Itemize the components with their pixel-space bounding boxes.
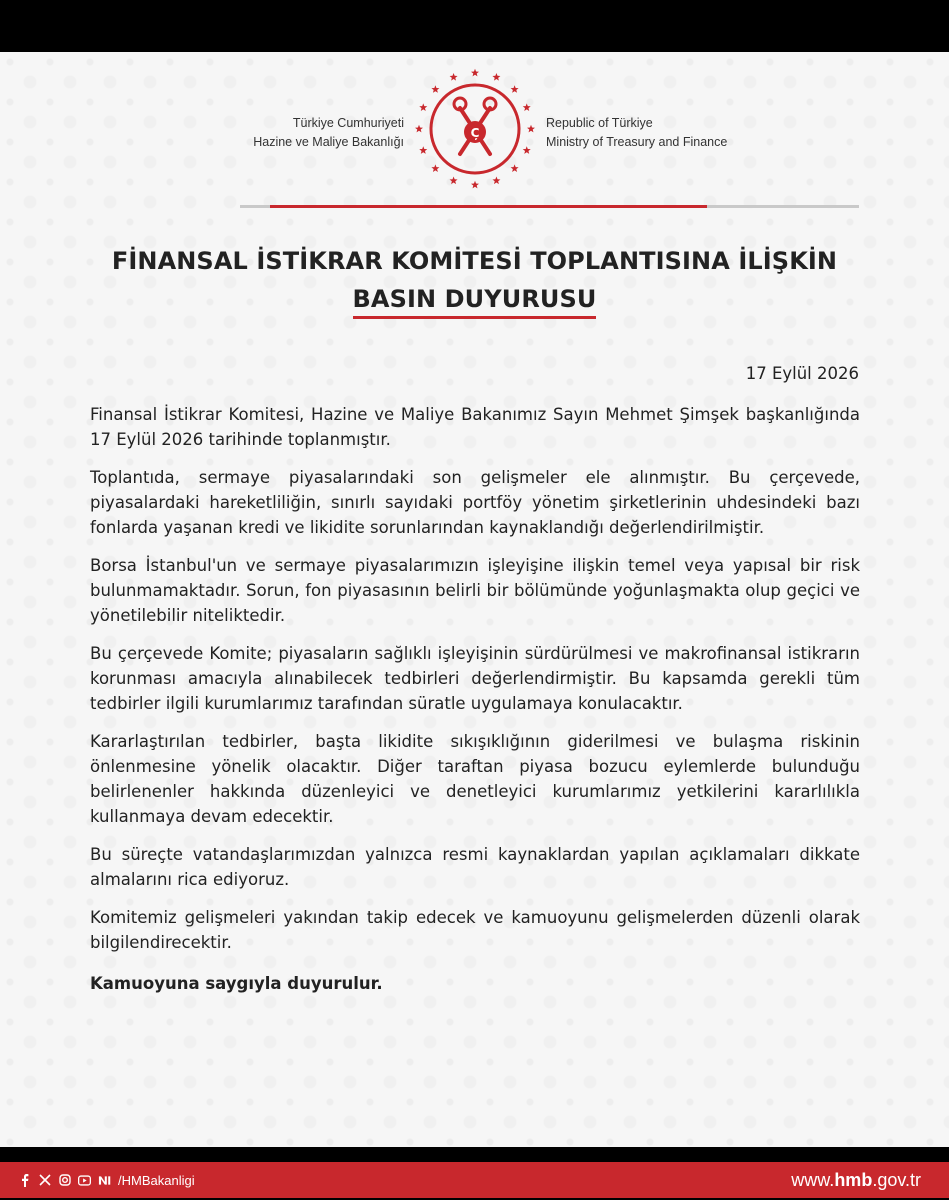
footer-bar (0, 1162, 949, 1198)
facebook-icon[interactable] (18, 1174, 31, 1187)
emblem-star (492, 73, 500, 81)
emblem-star (523, 146, 531, 154)
header-divider-accent (270, 205, 707, 208)
emblem-star (415, 125, 423, 133)
emblem-star (471, 181, 479, 189)
paragraph: Komitemiz gelişmeleri yakından takip edecek ve kamuoyunu gelişmelerden düzenli olarak bilgilendirecektir. (90, 908, 860, 952)
org-name-turkish (253, 114, 404, 152)
emblem-star (527, 125, 535, 133)
release-date: 17 Eylül 2026 (745, 364, 859, 383)
org-en-line2: Ministry of Treasury and Finance (546, 135, 728, 149)
url-suffix: .gov.tr (872, 1170, 921, 1190)
emblem-star (523, 103, 531, 111)
release-body (90, 402, 860, 1009)
social-handle[interactable]: /HMBakanligi (118, 1172, 195, 1188)
emblem-star (492, 177, 500, 185)
emblem-letter: C̦ (470, 126, 480, 140)
emblem-star (450, 73, 458, 81)
emblem-star (450, 177, 458, 185)
url-prefix: www. (791, 1170, 835, 1190)
paragraph: Kararlaştırılan tedbirler, başta likidite sıkışıklığının giderilmesi ve bulaşma riskinin önlenmesine yönelik olacaktır. Diğer taraftan piyasa bozucu eylemlerde bulunduğu belirlenenler hakkında düzenleyici ve denetleyici kurumlarımız yetkilerini kararlılıkla kullanmaya devam edecektir. (90, 732, 860, 826)
emblem-star (511, 164, 519, 172)
emblem-star (471, 69, 479, 77)
nsosyal-icon[interactable] (98, 1174, 111, 1187)
emblem-star (419, 103, 427, 111)
emblem-star (419, 146, 427, 154)
url-domain: hmb (834, 1170, 873, 1190)
closing-statement: Kamuoyuna saygıyla duyurulur. (90, 974, 383, 993)
org-name-english (546, 114, 727, 152)
emblem-star (431, 85, 439, 93)
youtube-icon[interactable] (78, 1174, 91, 1187)
paragraph: Bu süreçte vatandaşlarımızdan yalnızca resmi kaynaklardan yapılan açıklamaları dikkate almalarını rica ediyoruz. (90, 845, 860, 889)
paragraph: Bu çerçevede Komite; piyasaların sağlıklı işleyişinin sürdürülmesi ve makrofinansal istikrarın korunması amacıyla alınabilecek tedbirleri değerlendirmiştir. Bu kapsamda gerekli tüm tedbirler ilgili kurumlarımız tarafından süratle uygulamaya konulacaktır. (90, 644, 860, 713)
x-icon[interactable] (38, 1174, 51, 1187)
title-line1: FİNANSAL İSTİKRAR KOMİTESİ TOPLANTISINA İLİŞKİN (111, 247, 838, 275)
paragraph: Finansal İstikrar Komitesi, Hazine ve Maliye Bakanımız Sayın Mehmet Şimşek başkanlığında 17 Eylül 2026 tarihinde toplanmıştır. (90, 405, 860, 449)
ministry-emblem-icon (412, 66, 538, 192)
emblem-star (431, 164, 439, 172)
org-tr-line1: Türkiye Cumhuriyeti (292, 116, 404, 130)
letterhead (0, 52, 949, 212)
org-tr-line2: Hazine ve Maliye Bakanlığı (253, 135, 404, 149)
title-line2: BASIN DUYURUSU (353, 282, 597, 319)
paragraph: Toplantıda, sermaye piyasalarındaki son gelişmeler ele alınmıştır. Bu çerçevede, piyasalardaki hareketliliğin, sınırlı sayıdaki portföy yönetim şirketlerinin uhdesindeki bazı fonlarda yaşanan kredi ve likidite sorunlarından kaynaklandığı değerlendirilmiştir. (90, 468, 860, 537)
page-title (0, 242, 949, 319)
paragraph: Borsa İstanbul'un ve sermaye piyasalarımızın işleyişine ilişkin temel veya yapısal bir risk bulunmamaktadır. Sorun, fon piyasasının belirli bir bölümünde yoğunlaşmakta olup geçici ve yönetilebilir niteliktedir. (90, 556, 860, 625)
social-links (18, 1162, 195, 1198)
instagram-icon[interactable] (58, 1174, 71, 1187)
org-en-line1: Republic of Türkiye (546, 116, 653, 130)
press-release-page (0, 52, 949, 1190)
website-link[interactable] (791, 1162, 921, 1198)
emblem-star (511, 85, 519, 93)
